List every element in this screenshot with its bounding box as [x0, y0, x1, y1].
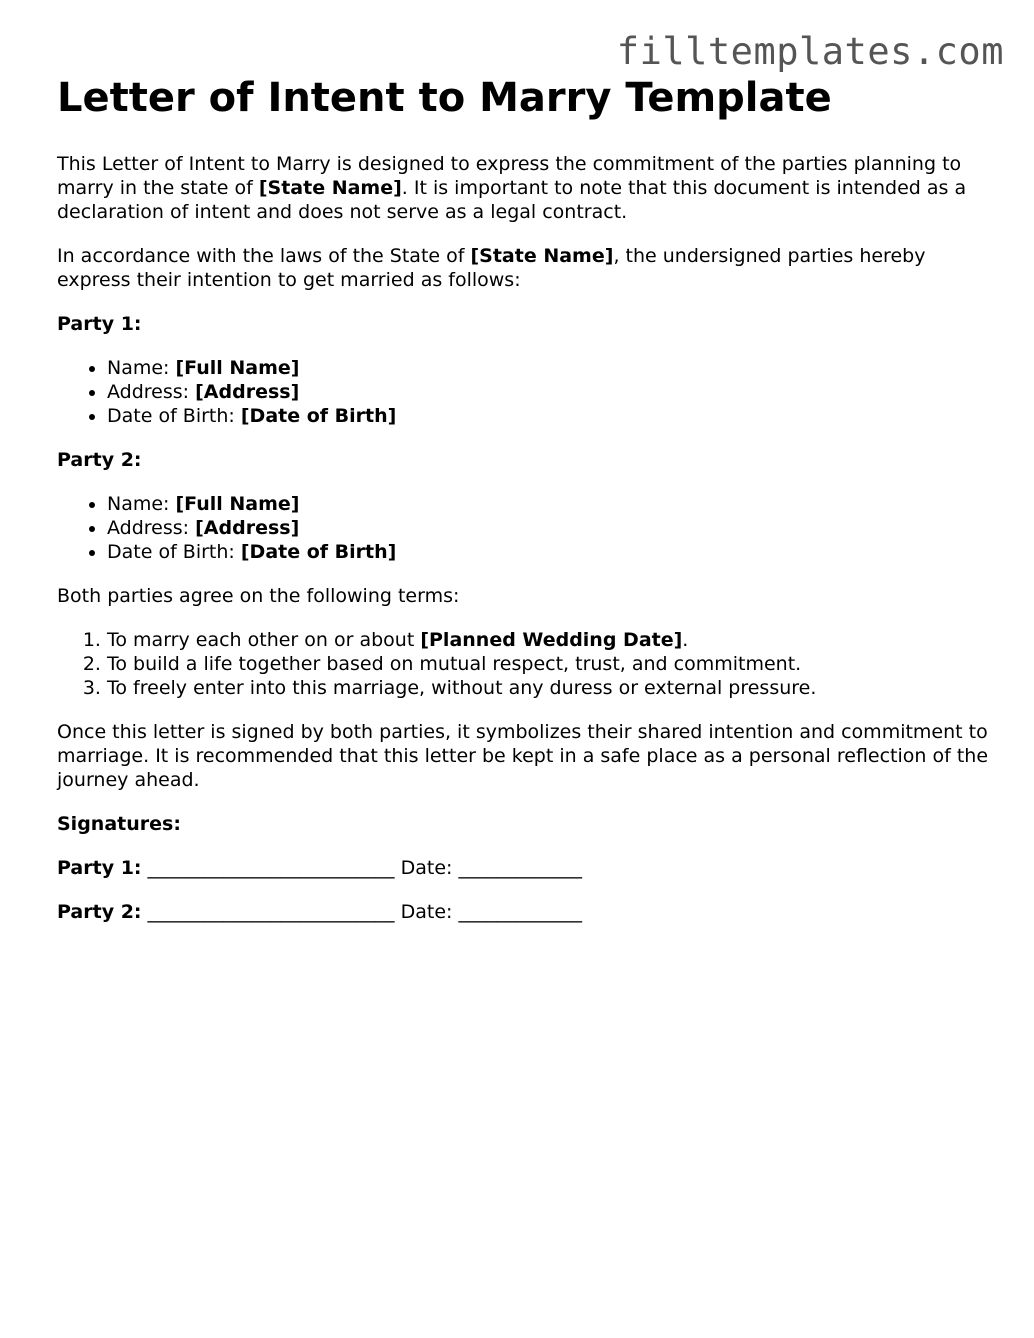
signature-line-party1: [57, 856, 997, 880]
intro-text-1: This Letter of Intent to Marry is designed to express the commitment of the parties planning to marry in the state of: [57, 153, 962, 199]
field-label: Name:: [107, 357, 176, 379]
list-item: [107, 404, 997, 428]
watermark-brand: filltemplates.com: [616, 30, 1004, 73]
list-item: [107, 356, 997, 380]
terms-list: [57, 628, 997, 700]
closing-paragraph: Once this letter is signed by both parties, it symbolizes their shared intention and commitment to marriage. It is recommended that this letter be kept in a safe place as a personal reflection of the journey ahead.: [57, 721, 989, 791]
field-value: [Full Name]: [175, 357, 300, 379]
field-label: Address:: [107, 517, 196, 539]
document-title: Letter of Intent to Marry Template: [57, 75, 832, 121]
signature-line-party2: [57, 900, 997, 924]
list-item: [107, 540, 997, 564]
party1-heading-text: Party 1:: [57, 313, 142, 335]
state-name-placeholder: [State Name]: [470, 245, 614, 267]
list-item: [107, 380, 997, 404]
field-label: Name:: [107, 493, 176, 515]
document-body: [57, 72, 997, 944]
field-value: [Full Name]: [175, 493, 300, 515]
party2-heading-text: Party 2:: [57, 449, 142, 471]
accordance-paragraph: [57, 244, 997, 292]
field-label: Date of Birth:: [107, 541, 241, 563]
accordance-text-1: In accordance with the laws of the State of: [57, 245, 471, 267]
intro-paragraph: [57, 152, 997, 224]
signature-label: Party 1:: [57, 857, 142, 879]
field-value: [Date of Birth]: [240, 541, 397, 563]
list-item: [107, 492, 997, 516]
field-value: [Address]: [195, 517, 300, 539]
signatures-heading: [57, 812, 997, 836]
party2-heading: [57, 448, 997, 472]
term-text: .: [682, 629, 689, 651]
list-item: [107, 516, 997, 540]
field-value: [Address]: [195, 381, 300, 403]
signature-blank: __________________________ Date: _____________: [141, 901, 582, 923]
list-item: 2. To build a life together based on mutual respect, trust, and commitment.: [107, 652, 997, 676]
wedding-date-placeholder: [Planned Wedding Date]: [420, 629, 683, 651]
terms-intro: Both parties agree on the following terms:: [57, 585, 460, 607]
party2-details-list: [57, 492, 997, 564]
list-item: 3. To freely enter into this marriage, without any duress or external pressure.: [107, 676, 997, 700]
signature-blank: __________________________ Date: _____________: [141, 857, 582, 879]
list-item: [107, 628, 997, 652]
party1-details-list: [57, 356, 997, 428]
party1-heading: [57, 312, 997, 336]
field-label: Date of Birth:: [107, 405, 241, 427]
state-name-placeholder: [State Name]: [258, 177, 402, 199]
term-text: To marry each other on or about: [107, 629, 421, 651]
signature-label: Party 2:: [57, 901, 142, 923]
field-value: [Date of Birth]: [240, 405, 397, 427]
intro-text-2: . It is important to note that this document is intended as a declaration of intent and does not serve as a legal contract.: [57, 177, 967, 223]
accordance-text-2: , the undersigned parties hereby express their intention to get married as follows:: [57, 245, 926, 291]
field-label: Address:: [107, 381, 196, 403]
signatures-heading-text: Signatures:: [57, 813, 181, 835]
